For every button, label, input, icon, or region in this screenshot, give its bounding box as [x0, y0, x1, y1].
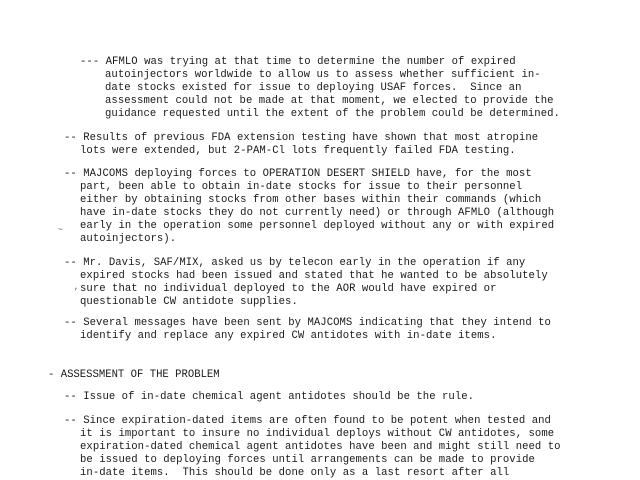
text-line: part, been able to obtain in-date stocks for issue to their personnel — [80, 181, 523, 193]
text-line: -- Results of previous FDA extension testing have shown that most atropine — [64, 132, 539, 144]
text-line: --- AFMLO was trying at that time to determine the number of expired — [80, 56, 516, 68]
text-line: lots were extended, but 2-PAM-Cl lots frequently failed FDA testing. — [80, 145, 516, 157]
text-line: either by obtaining stocks from other bases within their commands (which — [80, 194, 542, 206]
text-line: expired stocks had been issued and stated that he wanted to be absolutely — [80, 270, 548, 282]
margin-mark: ~ — [58, 226, 63, 235]
text-line: -- MAJCOMS deploying forces to OPERATION DESERT SHIELD have, for the most — [64, 168, 532, 180]
text-line: autoinjectors). — [80, 233, 177, 245]
text-line: -- Issue of in-date chemical agent antidotes should be the rule. — [64, 391, 475, 403]
text-line: have in-date stocks they do not currently need) or through AFMLO (although — [80, 207, 555, 219]
text-line: guidance requested until the extent of the problem could be determined. — [105, 108, 560, 120]
text-line: sure that no individual deployed to the AOR would have expired or — [80, 283, 497, 295]
text-line: be issued to deploying forces until arrangements can be made to provide — [80, 454, 535, 466]
text-line: it is important to insure no individual deploys without CW antidotes, some — [80, 428, 555, 440]
section-heading: - ASSESSMENT OF THE PROBLEM — [48, 369, 220, 381]
margin-mark: , — [74, 283, 79, 292]
text-line: -- Since expiration-dated items are often found to be potent when tested and — [64, 415, 551, 427]
text-line: early in the operation some personnel deployed without any or with expired — [80, 220, 555, 232]
text-line: expiration-dated chemical agent antidotes have been and might still need to — [80, 441, 561, 453]
text-line: date stocks existed for issue to deploying USAF forces. Since an — [105, 82, 522, 94]
text-line: -- Several messages have been sent by MAJCOMS indicating that they intend to — [64, 317, 551, 329]
text-line: assessment could not be made at that moment, we elected to provide the — [105, 95, 554, 107]
text-line: autoinjectors worldwide to allow us to assess whether sufficient in- — [105, 69, 541, 81]
text-line: identify and replace any expired CW antidotes with in-date items. — [80, 330, 497, 342]
text-line: questionable CW antidote supplies. — [80, 296, 298, 308]
text-line: in-date items. This should be done only as a last resort after all — [80, 467, 510, 479]
text-line: -- Mr. Davis, SAF/MIX, asked us by telecon early in the operation if any — [64, 257, 526, 269]
